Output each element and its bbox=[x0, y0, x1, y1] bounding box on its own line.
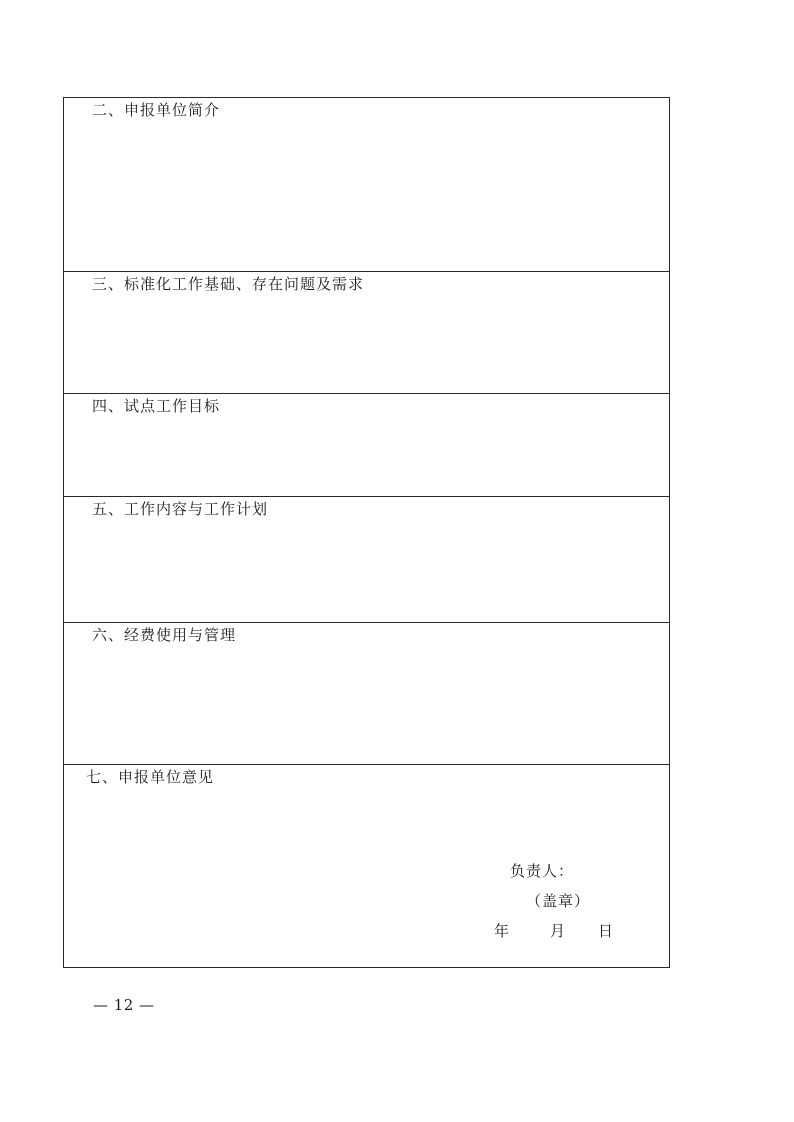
section-pilot-goals-row bbox=[64, 394, 670, 497]
application-form-table bbox=[63, 97, 670, 968]
section-work-plan-cell bbox=[64, 497, 670, 623]
section-unit-opinion-cell bbox=[64, 765, 670, 968]
section-title-pilot-goals: 四、试点工作目标 bbox=[92, 397, 221, 415]
section-funding-row bbox=[64, 623, 670, 765]
section-standardization-basis-cell bbox=[64, 272, 670, 394]
year-label: 年 bbox=[494, 922, 511, 940]
day-label: 日 bbox=[598, 922, 615, 940]
section-standardization-basis-row bbox=[64, 272, 670, 394]
section-title-standardization-basis: 三、标准化工作基础、存在问题及需求 bbox=[92, 275, 365, 293]
section-title-work-plan: 五、工作内容与工作计划 bbox=[92, 500, 269, 518]
section-unit-opinion-row bbox=[64, 765, 670, 968]
section-title-unit-opinion: 七、申报单位意见 bbox=[86, 768, 215, 786]
seal-label: （盖章） bbox=[526, 892, 591, 910]
section-unit-intro-cell bbox=[64, 98, 670, 272]
section-unit-intro-row bbox=[64, 98, 670, 272]
date-line bbox=[494, 921, 614, 941]
section-work-plan-row bbox=[64, 497, 670, 623]
month-label: 月 bbox=[550, 922, 567, 940]
section-title-unit-intro: 二、申报单位简介 bbox=[92, 101, 221, 119]
section-title-funding: 六、经费使用与管理 bbox=[92, 626, 237, 644]
responsible-person-label: 负责人： bbox=[510, 862, 575, 880]
section-pilot-goals-cell bbox=[64, 394, 670, 497]
section-funding-cell bbox=[64, 623, 670, 765]
page-number: — 12 — bbox=[93, 996, 155, 1014]
